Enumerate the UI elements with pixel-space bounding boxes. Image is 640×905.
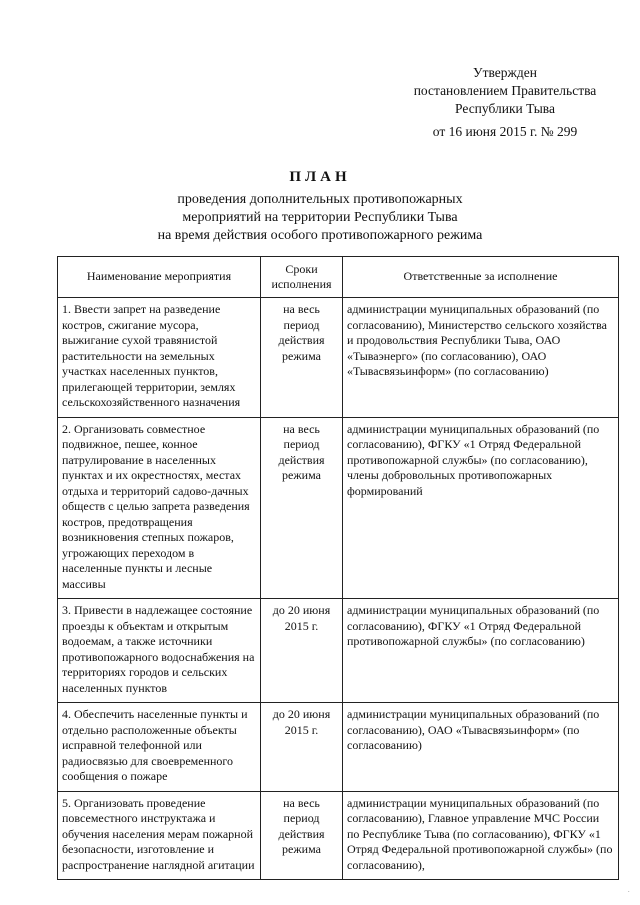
approval-line-3: Республики Тыва — [455, 101, 555, 116]
activity-cell: 2. Организовать совместное подвижное, пешее, конное патрулирование в населенных пунктах и их окрестностях, местах отдыха и территорий садово-дачных обществ с целью запрета разведения костров, предотвращения возникновения степных пожаров, угрожающих переходом в населенные пункты и лесные массивы — [58, 417, 261, 599]
term-cell: на весь период действия режима — [261, 791, 343, 880]
responsible-cell: администрации муниципальных образований (по согласованию), ФГКУ «1 Отряд Федеральной противопожарной службы» (по согласованию) — [343, 599, 619, 703]
plan-subtitle — [120, 191, 520, 245]
table-row — [58, 599, 619, 703]
activity-cell: 5. Организовать проведение повсеместного инструктажа и обучения населения мерам пожарной безопасности, изготовление и распространение наглядной агитации — [58, 791, 261, 880]
responsible-cell: администрации муниципальных образований (по согласованию), ФГКУ «1 Отряд Федеральной противопожарной службы» (по согласованию), члены добровольных противопожарных формирований — [343, 417, 619, 599]
approval-date: от 16 июня 2015 г. № 299 — [432, 124, 578, 139]
activity-cell: 3. Привести в надлежащее состояние проезды к объектам и открытым водоемам, а также источники противопожарного водоснабжения на территориях городов и сельских населенных пунктов — [58, 599, 261, 703]
responsible-cell: администрации муниципальных образований (по согласованию), Министерство сельского хозяйства и продовольствия Республики Тыва, ОАО «Тываэнерго» (по согласованию), ОАО «Тывасвязьинформ» (по согласованию) — [343, 298, 619, 418]
plan-subtitle-line-3: на время действия особого противопожарного режима — [157, 228, 483, 243]
header-term: Сроки исполнения — [261, 257, 343, 298]
term-cell: до 20 июня 2015 г. — [261, 599, 343, 703]
plan-subtitle-line-2: мероприятий на территории Республики Тыва — [182, 210, 458, 225]
responsible-cell: администрации муниципальных образований (по согласованию), Главное управление МЧС России по Республике Тыва (по согласованию), ФГКУ «1 Отряд Федеральной противопожарной службы» (по согласованию), — [343, 791, 619, 880]
table-row — [58, 703, 619, 792]
term-cell: на весь период действия режима — [261, 417, 343, 599]
table-row — [58, 298, 619, 418]
header-activity: Наименование мероприятия — [58, 257, 261, 298]
approval-line-2: постановлением Правительства — [413, 83, 597, 98]
approval-line-1: Утвержден — [473, 65, 537, 80]
page-mark: · — [627, 888, 630, 896]
plan-title: ПЛАН — [289, 169, 351, 185]
activity-cell: 1. Ввести запрет на разведение костров, сжигание мусора, выжигание сухой травянистой растительности на земельных участках населенных пунктов, прилегающей территории, землях сельскохозяйственного назначения — [58, 298, 261, 418]
table-row — [58, 417, 619, 599]
approval-block — [400, 64, 610, 141]
plan-table — [57, 256, 619, 880]
table-row — [58, 791, 619, 880]
term-cell: до 20 июня 2015 г. — [261, 703, 343, 792]
responsible-cell: администрации муниципальных образований (по согласованию), ОАО «Тывасвязьинформ» (по согласованию) — [343, 703, 619, 792]
activity-cell: 4. Обеспечить населенные пункты и отдельно расположенные объекты исправной телефонной или радиосвязью для своевременного сообщения о пожаре — [58, 703, 261, 792]
term-cell: на весь период действия режима — [261, 298, 343, 418]
plan-subtitle-line-1: проведения дополнительных противопожарных — [177, 192, 463, 207]
header-responsible: Ответственные за исполнение — [343, 257, 619, 298]
table-header-row — [58, 257, 619, 298]
